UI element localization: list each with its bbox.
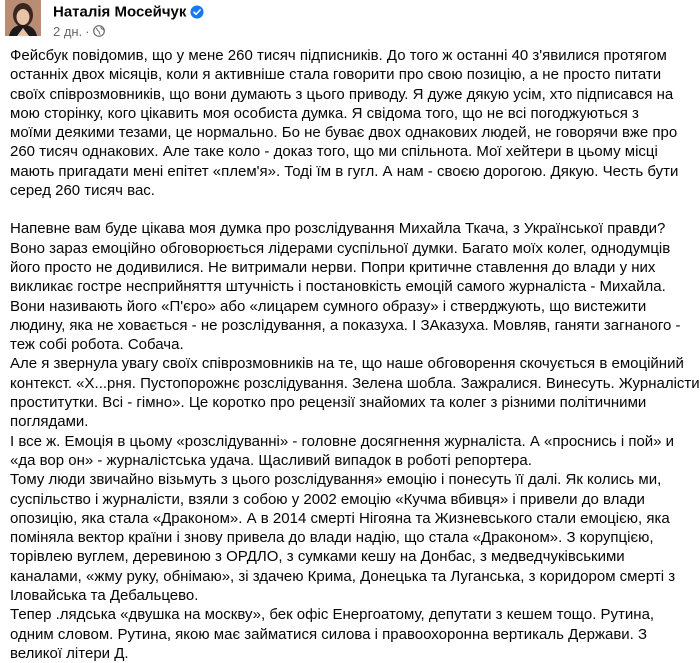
author-name-row — [53, 3, 204, 21]
post-text-line: людину, яка не ховається - не розслідування, а показуха. І ЗАказуха. Мовляв, ганяти загнаного - — [10, 316, 681, 334]
post-text-line: суспільство і журналісти, взяли з собою у 2002 емоцію «Кучма вбивця» і привели до влади — [10, 490, 645, 508]
post-text-line: мою сторінку, кого цікавить моя особиста думка. Я свідома того, що не всі погоджуються з — [10, 104, 639, 122]
avatar-photo — [5, 0, 41, 36]
post-header — [0, 0, 606, 40]
post-text-line: викликає гостре несприйняття штучність і постановкість емоцій самого журналіста - Михайла. — [10, 278, 666, 296]
verified-badge-icon — [190, 5, 204, 19]
post-text-line: Вони називають його «П'єро» або «лицарем сумного образу» і стверджують, що вистежити — [10, 297, 647, 315]
meta-separator: · — [85, 24, 90, 39]
post-text-line: останніх двох місяців, коли я активніше стала говорити про свою позицію, а не просто питати — [10, 66, 662, 84]
post-text-line: поміняла вектор країни і знову привела до влади надію, що стала «Драконом». З корупцією, — [10, 529, 654, 547]
post-body — [10, 46, 700, 663]
post-text-line: Тому люди звичайно візьмуть з цього розслідування» емоцію і понесуть її далі. Як колись ми, — [10, 471, 662, 489]
post-text-line: теж собі робота. Собача. — [10, 336, 184, 354]
post-text-line: своїх співрозмовників, що вони думають з цього приводу. Я дуже дякую усім, хто підписався на — [10, 85, 674, 103]
post-paragraph — [10, 46, 679, 200]
avatar[interactable] — [5, 0, 41, 36]
post-text-line: моїми деякими тезами, це нормально. Бо не буває двох однакових людей, не говорячи вже про — [10, 124, 678, 142]
post-text-line: серед 260 тисяч вас. — [10, 182, 155, 200]
post-text-line: «да вор он» - журналістська удача. Щасливий випадок в роботі репортера. — [10, 451, 532, 469]
post-text-line: поглядами. — [10, 413, 89, 431]
post-paragraph — [10, 219, 700, 663]
post-text-line: проститутки. Всі - гімно». Це коротко про рецензії знайомих та колег з різними політичними — [10, 394, 647, 412]
post-text-line: Але я звернула увагу своїх співрозмовників на те, що наше обговорення скочується в емоційний — [10, 355, 684, 373]
post-text-line: Тепер .лядська «двушка на москву», бек офіс Енергоатому, депутати з кешем тощо. Рутина, — [10, 606, 655, 624]
post-text-line: мають пригадати мені епітет «плем'я». Тоді їм в гугл. А нам - своєю дорогою. Дякую. Честь бути — [10, 162, 679, 180]
post-timestamp[interactable]: 2 дн. — [53, 24, 83, 39]
post-text-line: Напевне вам буде цікава моя думка про розслідування Михайла Ткача, з Української правди? — [10, 220, 666, 238]
post-text-line: І все ж. Емоція в цьому «розслідуванні» - головне досягнення журналіста. А «проснись і пой» и — [10, 432, 675, 450]
post-text-line: 260 тисяч однакових. Але таке коло - доказ того, що ми спільнота. Мої хейтери в цьому місці — [10, 143, 658, 161]
post-text-line: каналами, «жму руку, обнімаю», зі здачею Крима, Донецька та Луганська, з коридором смерті з — [10, 567, 676, 585]
post-meta — [53, 24, 105, 39]
post-text-line: опозицію, яка стала «Драконом». А в 2014 смерті Нігояна та Жизневського стали емоцією, яка — [10, 509, 670, 527]
globe-icon[interactable] — [93, 25, 105, 37]
post-text-line: його просто не додивилися. Не витримали нерви. Попри критичне ставлення до влади у них — [10, 258, 656, 276]
post-text-line: Іловайська та Дебальцево. — [10, 587, 199, 605]
post-text-line: торівлею вуглем, деревиною з ОРДЛО, з сумками кешу на Донбас, з медведчуківськими — [10, 548, 625, 566]
post-text-line: одним словом. Рутина, якою має займатися силова і правоохоронна вертикаль Держави. З — [10, 625, 648, 643]
post-text-line: Фейсбук повідомив, що у мене 260 тисяч підписників. До того ж останні 40 з'явилися протягом — [10, 47, 667, 64]
post-text-line: великої літери Д. — [10, 644, 129, 662]
author-name[interactable]: Наталія Мосейчук — [53, 3, 187, 21]
post-text-line: Воно зараз емоційно обговорюється лідерами суспільної думки. Багато моїх колег, однодумців — [10, 239, 671, 257]
post-text-line: контекст. «Х...рня. Пустопорожнє розслідування. Зелена шобла. Зажралися. Винесуть. Журналісти — [10, 374, 700, 392]
